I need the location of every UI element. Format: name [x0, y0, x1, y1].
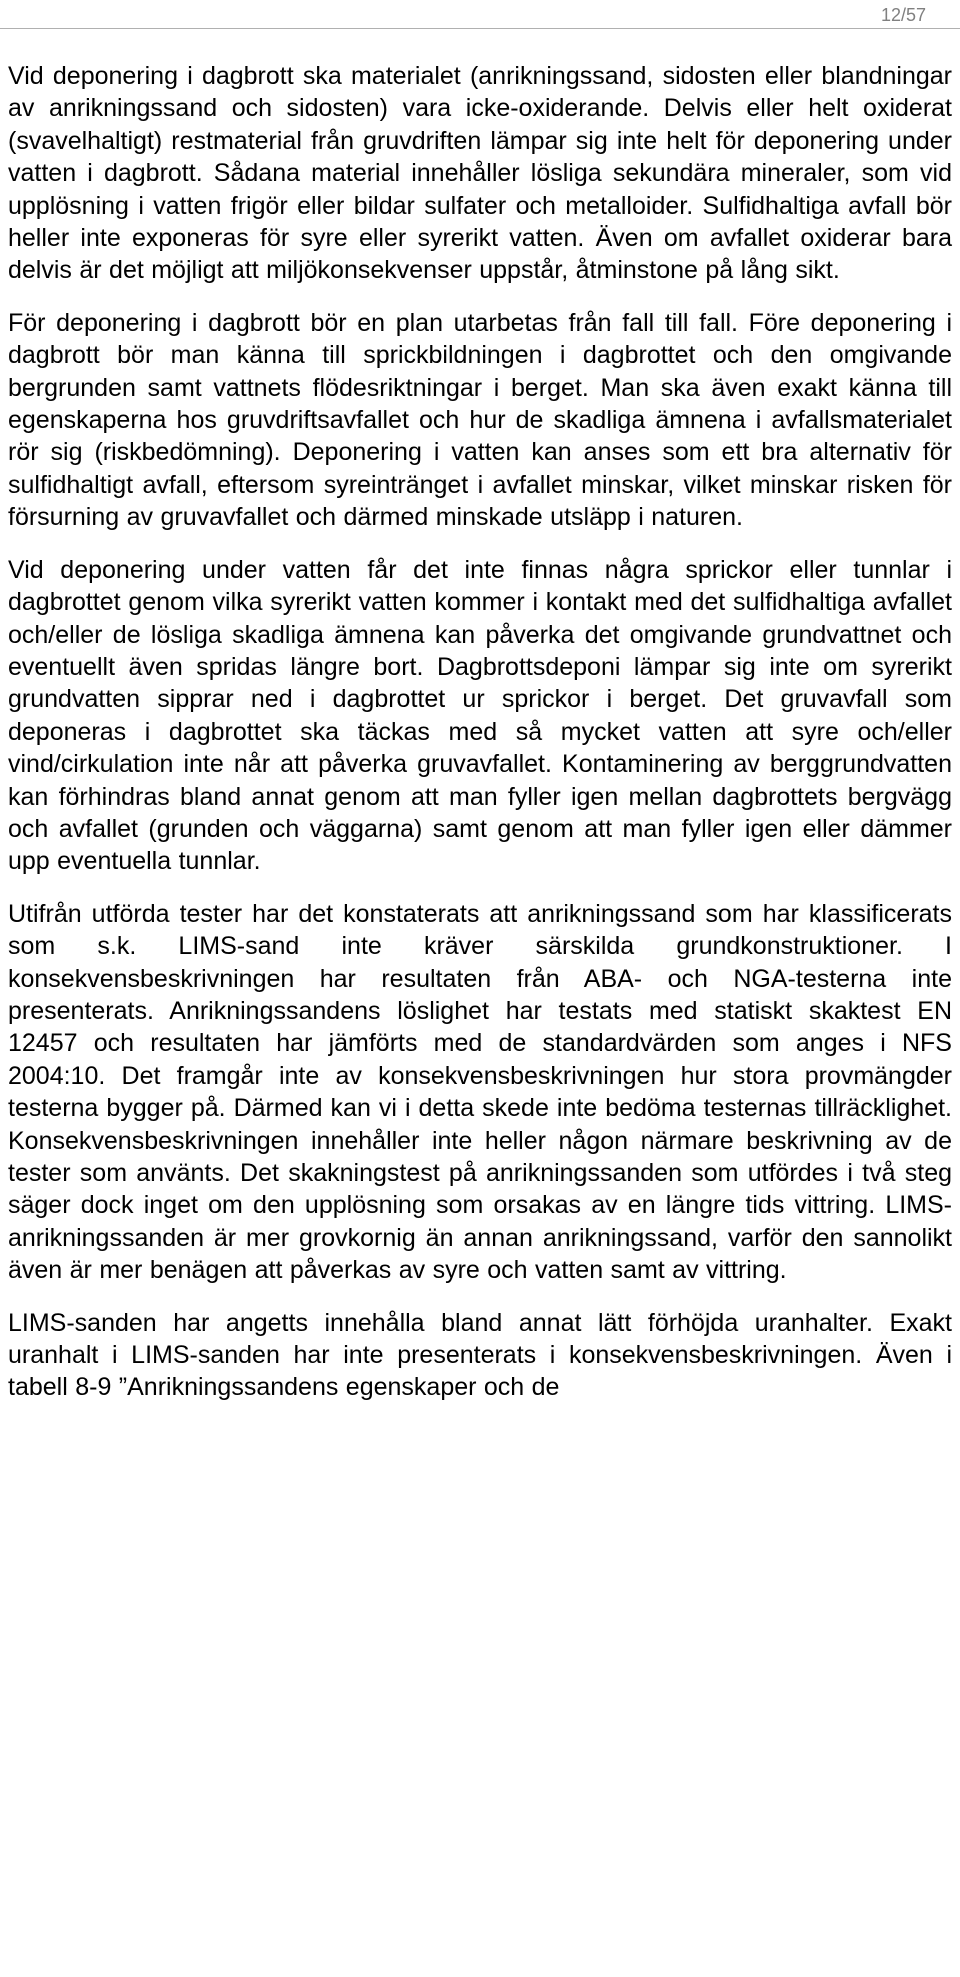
page-number: 12/57 [880, 5, 926, 25]
paragraph: Vid deponering under vatten får det inte finnas några sprickor eller tunnlar i dagbrottet genom vilka syrerikt vatten kommer i kontakt med det sulfidhaltiga avfallet och/eller de lösliga skadliga ämnena kan påverka det omgivande grundvattnet och eventuellt även spridas längre bort. Dagbrottsdeponi lämpar sig inte om syrerikt grundvatten sipprar ned i dagbrottet ur sprickor i berget. Det gruvavfall som deponeras i dagbrottet ska täckas med så mycket vatten att syre och/eller vind/cirkulation inte når att påverka gruvavfallet. Kontaminering av berggrundvatten kan förhindras bland annat genom att man fyller igen mellan dagbrottets bergvägg och avfallet (grunden och väggarna) samt genom att man fyller igen eller dämmer upp eventuella tunnlar. [8, 555, 952, 876]
header-divider [0, 28, 960, 29]
paragraph: Vid deponering i dagbrott ska materialet (anrikningssand, sidosten eller blandningar av anrikningssand och sidosten) vara icke-oxiderande. Delvis eller helt oxiderat (svavelhaltigt) restmaterial från gruvdriften lämpar sig inte helt för deponering under vatten i dagbrott. Sådana material innehåller lösliga sekundära mineraler, som vid upplösning i vatten frigör eller bildar sulfater och metalloider. Sulfidhaltiga avfall bör heller inte exponeras för syre eller syrerikt vatten. Även om avfallet oxiderar bara delvis är det möjligt att miljökonsekvenser uppstår, åtminstone på lång sikt. [8, 62, 952, 285]
paragraph: LIMS-sanden har angetts innehålla bland annat lätt förhöjda uranhalter. Exakt uranhalt i LIMS-sanden har inte presenterats i konsekvensbeskrivningen. Även i tabell 8-9 ”Anrikningssandens egenskaper och de [8, 1308, 952, 1402]
document-body [8, 60, 952, 1424]
paragraph: För deponering i dagbrott bör en plan utarbetas från fall till fall. Före deponering i dagbrott bör man känna till sprickbildningen i dagbrottet och den omgivande bergrunden samt vattnets flödesriktningar i berget. Man ska även exakt känna till egenskaperna hos gruvdriftsavfallet och hur de skadliga ämnena i avfallsmaterialet rör sig (riskbedömning). Deponering i vatten kan anses som ett bra alternativ för sulfidhaltigt avfall, eftersom syreintränget i avfallet minskar, vilket minskar risken för försurning av gruvavfallet och därmed minskade utsläpp i naturen. [8, 308, 952, 532]
paragraph: Utifrån utförda tester har det konstaterats att anrikningssand som har klassificerats som s.k. LIMS-sand inte kräver särskilda grundkonstruktioner. I konsekvensbeskrivningen har resultaten från ABA- och NGA-testerna inte presenterats. Anrikningssandens löslighet har testats med statiskt skaktest EN 12457 och resultaten har jämförts med de standardvärden som anges i NFS 2004:10. Det framgår inte av konsekvensbeskrivningen hur stora provmängder testerna bygger på. Därmed kan vi i detta skede inte bedöma testernas tillräcklighet. Konsekvensbeskrivningen innehåller inte heller någon närmare beskrivning av de tester som använts. Det skakningstest på anrikningssanden som utfördes i två steg säger dock inget om den upplösning som orsakas av en längre tids vittring. LIMS-anrikningssanden är mer grovkornig än annan anrikningssand, varför den sannolikt även är mer benägen att påverkas av syre och vatten samt av vittring. [8, 899, 952, 1285]
